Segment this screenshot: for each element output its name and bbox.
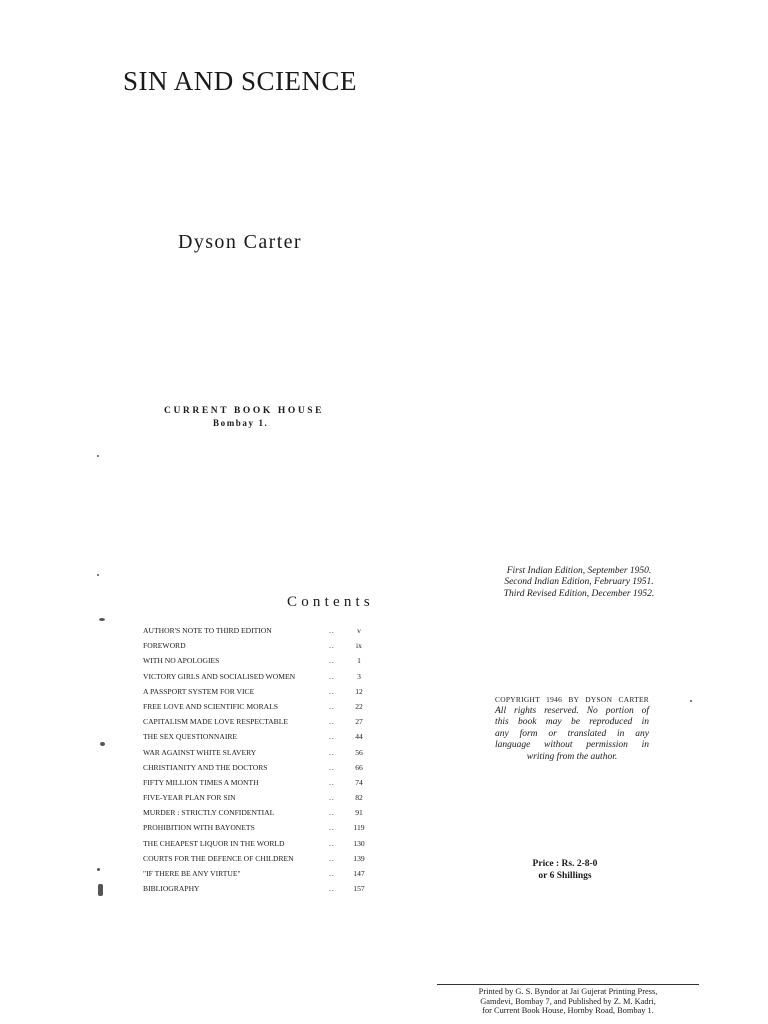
toc-leader-dots: .. <box>329 838 335 848</box>
toc-entry <box>143 656 371 671</box>
scan-speck <box>99 618 105 621</box>
edition-line: Second Indian Edition, February 1951. <box>504 577 654 588</box>
toc-entry <box>143 702 371 717</box>
toc-leader-dots: .. <box>329 793 335 803</box>
toc-entry-page: 3 <box>357 671 361 681</box>
price-shillings: or 6 Shillings <box>538 871 592 881</box>
toc-entry-page: 66 <box>355 762 363 772</box>
toc-entry-title: CHRISTIANITY AND THE DOCTORS <box>143 762 268 772</box>
toc-entry-title: FIFTY MILLION TIMES A MONTH <box>143 777 259 787</box>
publisher-city: Bombay 1. <box>213 418 269 428</box>
toc-leader-dots: .. <box>329 641 335 651</box>
printer-imprint <box>437 987 699 1016</box>
toc-entry-title: MURDER : STRICTLY CONFIDENTIAL <box>143 808 275 818</box>
scan-speck <box>97 455 99 457</box>
toc-entry <box>143 763 371 778</box>
scan-speck <box>97 868 100 871</box>
toc-entry <box>143 641 371 656</box>
toc-leader-dots: .. <box>329 884 335 894</box>
price-block <box>500 858 630 882</box>
toc-entry-title: FIVE-YEAR PLAN FOR SIN <box>143 793 236 803</box>
rights-line: writing from the author. <box>526 751 618 762</box>
toc-entry <box>143 808 371 823</box>
price-rupees: Price : Rs. 2-8-0 <box>532 859 598 869</box>
toc-entry-page: 91 <box>355 808 363 818</box>
rights-line: any form or translated in any <box>495 728 649 739</box>
edition-history <box>474 566 684 600</box>
toc-entry-page: 157 <box>353 884 365 894</box>
toc-leader-dots: .. <box>329 732 335 742</box>
toc-entry-title: COURTS FOR THE DEFENCE OF CHILDREN <box>143 853 294 863</box>
imprint-line: Printed by G. S. Byndor at Jai Gujerat Printing Press, <box>478 987 658 996</box>
scan-speck <box>98 884 103 896</box>
toc-entry-title: FOREWORD <box>143 641 186 651</box>
rights-line: language without permission in <box>495 740 649 751</box>
copyright-line: COPYRIGHT 1946 BY DYSON CARTER <box>495 695 649 704</box>
copyright-notice <box>495 694 649 764</box>
toc-entry <box>143 672 371 687</box>
toc-leader-dots: .. <box>329 701 335 711</box>
toc-entry-page: 82 <box>355 793 363 803</box>
scan-speck <box>690 700 692 702</box>
toc-entry <box>143 717 371 732</box>
edition-line: Third Revised Edition, December 1952. <box>503 588 655 599</box>
toc-entry-title: WITH NO APOLOGIES <box>143 656 220 666</box>
toc-entry-title: FREE LOVE AND SCIENTIFIC MORALS <box>143 701 279 711</box>
toc-entry-page: 74 <box>355 777 363 787</box>
imprint-line: Gamdevi, Bombay 7, and Published by Z. M. Kadri, <box>480 996 656 1006</box>
toc-entry-page: 139 <box>353 853 365 863</box>
contents-list <box>143 626 371 899</box>
toc-entry-page: 56 <box>355 747 363 757</box>
toc-leader-dots: .. <box>329 717 335 727</box>
contents-heading: Contents <box>287 594 374 610</box>
imprint-divider <box>437 984 699 985</box>
author-name: Dyson Carter <box>178 231 302 253</box>
toc-leader-dots: .. <box>329 808 335 818</box>
toc-entry <box>143 793 371 808</box>
toc-entry-page: ix <box>356 641 362 651</box>
toc-entry <box>143 869 371 884</box>
toc-entry <box>143 839 371 854</box>
toc-leader-dots: .. <box>329 823 335 833</box>
toc-entry-page: 147 <box>353 869 365 878</box>
toc-entry-title: WAR AGAINST WHITE SLAVERY <box>143 747 257 757</box>
toc-leader-dots: .. <box>329 686 335 696</box>
toc-leader-dots: .. <box>329 656 335 666</box>
toc-leader-dots: .. <box>329 777 335 787</box>
toc-leader-dots: .. <box>329 869 335 878</box>
toc-entry-page: v <box>357 626 361 635</box>
toc-entry-page: 12 <box>355 686 363 696</box>
toc-entry-page: 130 <box>353 838 365 848</box>
book-title: SIN AND SCIENCE <box>123 66 358 96</box>
toc-entry-page: 27 <box>355 717 363 727</box>
toc-leader-dots: .. <box>329 747 335 757</box>
toc-entry <box>143 854 371 869</box>
toc-entry-title: AUTHOR'S NOTE TO THIRD EDITION <box>143 626 272 635</box>
toc-leader-dots: .. <box>329 626 335 635</box>
toc-entry-page: 119 <box>353 823 365 833</box>
toc-entry <box>143 748 371 763</box>
toc-entry-title: BIBLIOGRAPHY <box>143 884 200 894</box>
toc-entry <box>143 884 371 899</box>
toc-entry <box>143 626 371 641</box>
toc-leader-dots: .. <box>329 853 335 863</box>
toc-entry-title: THE SEX QUESTIONNAIRE <box>143 732 238 742</box>
rights-line: All rights reserved. No portion of <box>495 705 649 716</box>
toc-entry-page: 1 <box>357 656 361 666</box>
toc-leader-dots: .. <box>329 762 335 772</box>
toc-entry-title: PROHIBITION WITH BAYONETS <box>143 823 255 833</box>
scan-speck <box>97 574 99 576</box>
toc-entry-title: CAPITALISM MADE LOVE RESPECTABLE <box>143 717 288 727</box>
toc-entry <box>143 732 371 747</box>
toc-entry <box>143 778 371 793</box>
toc-entry <box>143 687 371 702</box>
imprint-line: for Current Book House, Hornby Road, Bombay 1. <box>482 1006 654 1016</box>
toc-entry-title: A PASSPORT SYSTEM FOR VICE <box>143 686 255 696</box>
edition-line: First Indian Edition, September 1950. <box>506 566 652 576</box>
toc-entry-page: 22 <box>355 701 363 711</box>
toc-entry-page: 44 <box>355 732 363 742</box>
scan-speck <box>100 742 105 746</box>
publisher-name: CURRENT BOOK HOUSE <box>164 406 325 416</box>
toc-entry-title: THE CHEAPEST LIQUOR IN THE WORLD <box>143 838 285 848</box>
toc-leader-dots: .. <box>329 671 335 681</box>
rights-line: this book may be reproduced in <box>495 717 649 728</box>
toc-entry-title: VICTORY GIRLS AND SOCIALISED WOMEN <box>143 671 296 681</box>
toc-entry <box>143 823 371 838</box>
toc-entry-title: "IF THERE BE ANY VIRTUE" <box>143 869 241 878</box>
